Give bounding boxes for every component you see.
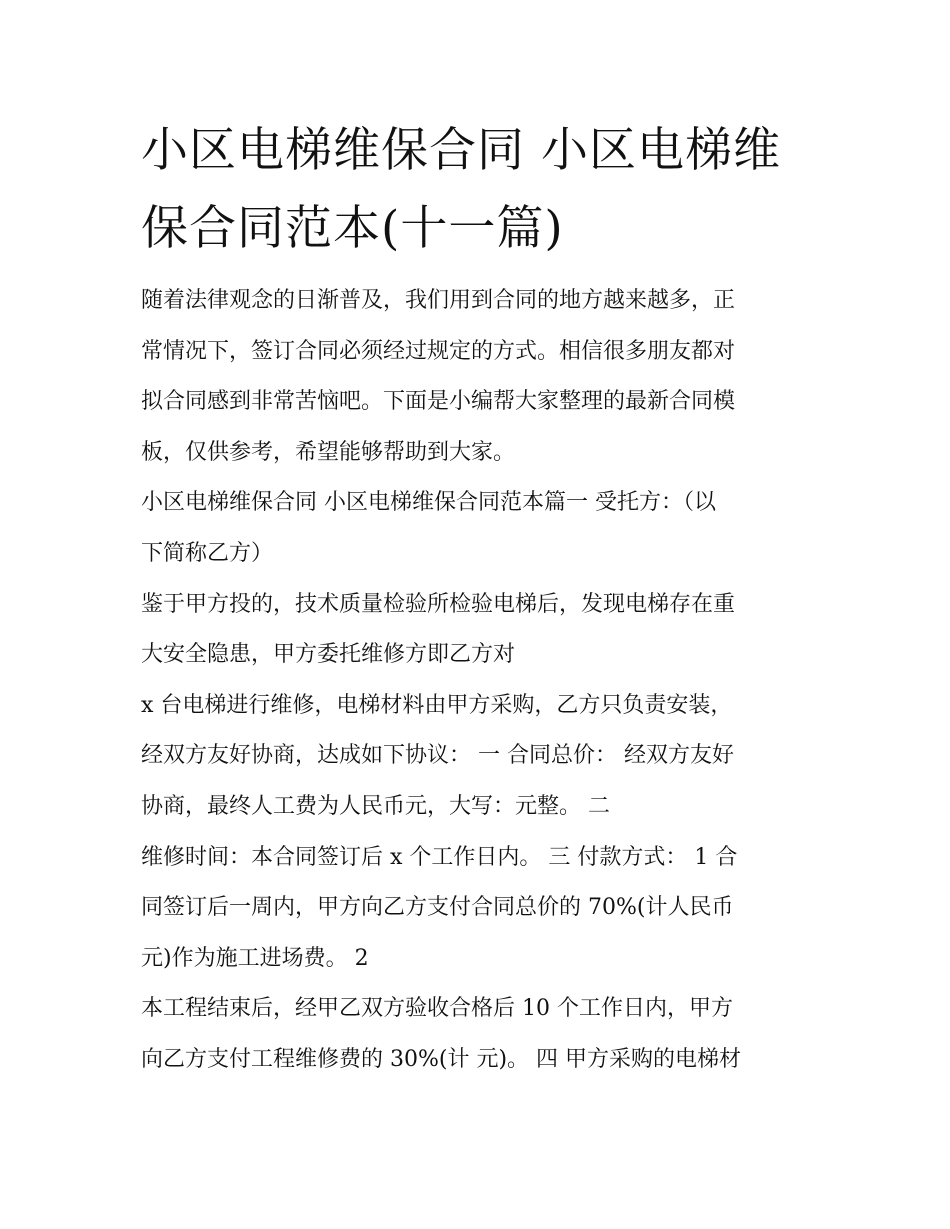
- body-line: 维修时间：本合同签订后 x 个工作日内。 三 付款方式： 1 合: [141, 844, 738, 870]
- body-line: 板，仅供参考，希望能够帮助到大家。: [141, 439, 516, 465]
- body-line: 拟合同感到非常苦恼吧。下面是小编帮大家整理的最新合同模: [141, 389, 736, 415]
- body-line: 同签订后一周内，甲方向乙方支付合同总价的 70%(计人民币: [141, 895, 734, 921]
- body-line: 协商，最终人工费为人民币元，大写：元整。 二: [141, 793, 610, 819]
- body-line: 下简称乙方）: [141, 540, 274, 566]
- body-line: 随着法律观念的日渐普及，我们用到合同的地方越来越多，正: [141, 288, 736, 313]
- body-line: 经双方友好协商，达成如下协议： 一 合同总价： 经双方友好: [141, 743, 734, 769]
- document-body: [141, 276, 831, 1086]
- body-line: 鉴于甲方投的，技术质量检验所检验电梯后，发现电梯存在重: [141, 591, 736, 617]
- body-line: 元)作为施工进场费。 2: [141, 945, 369, 971]
- body-line: 小区电梯维保合同 小区电梯维保合同范本篇一 受托方：（以: [141, 490, 716, 516]
- body-line: 大安全隐患，甲方委托维修方即乙方对: [141, 642, 516, 668]
- body-line: 本工程结束后，经甲乙双方验收合格后 10 个工作日内，甲方: [141, 996, 733, 1022]
- title-line: 小区电梯维保合同 小区电梯维: [141, 123, 781, 178]
- title-line: 保合同范本(十一篇): [141, 201, 564, 256]
- body-line: 常情况下，签订合同必须经过规定的方式。相信很多朋友都对: [141, 338, 736, 364]
- body-line: x 台电梯进行维修，电梯材料由甲方采购，乙方只负责安装，: [141, 692, 733, 718]
- body-line: 向乙方支付工程维修费的 30%(计 元)。 四 甲方采购的电梯材: [141, 1046, 742, 1072]
- document-title: [141, 112, 821, 268]
